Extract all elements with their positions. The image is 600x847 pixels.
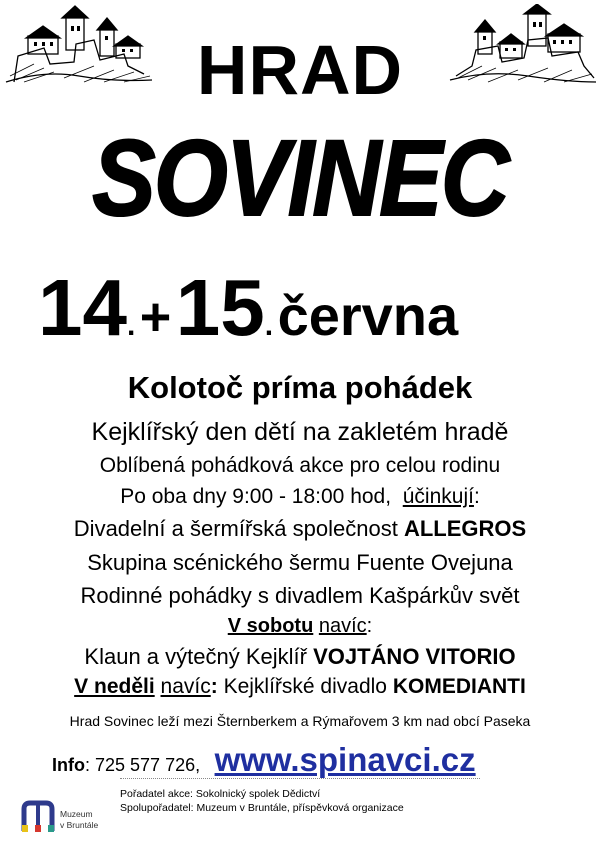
date-dot1: . bbox=[126, 309, 136, 342]
info-phone: : 725 577 726, bbox=[85, 755, 201, 775]
allegros-name: ALLEGROS bbox=[403, 516, 527, 541]
saturday-label: V sobotu bbox=[227, 615, 314, 637]
info-line bbox=[52, 740, 476, 787]
sunday-colon: : bbox=[210, 675, 218, 698]
date-dot2: . bbox=[264, 309, 274, 342]
allegros-text: Divadelní a šermířská společnost bbox=[73, 516, 398, 541]
line-family: Oblíbená pohádková akce pro celou rodinu bbox=[99, 454, 501, 477]
saturday-extra: navíc bbox=[318, 615, 367, 637]
info-label: Info bbox=[52, 755, 85, 775]
divider bbox=[120, 778, 480, 779]
saturday-colon: : bbox=[366, 615, 373, 637]
website-link[interactable]: www.spinavci.cz bbox=[214, 741, 476, 778]
hours-text: Po oba dny 9:00 - 18:00 hod, bbox=[120, 485, 392, 508]
date-plus: + bbox=[139, 287, 172, 347]
date-month: června bbox=[277, 284, 459, 347]
line-kasparek: Rodinné pohádky s divadlem Kašpárkův svět bbox=[80, 583, 520, 608]
hours-colon: : bbox=[473, 485, 480, 508]
date-day1: 14 bbox=[38, 263, 127, 352]
clown-name: VOJTÁNO VITORIO bbox=[313, 644, 516, 669]
line-allegros bbox=[0, 514, 600, 544]
sunday-extra: navíc bbox=[160, 675, 211, 698]
sunday-name: KOMEDIANTI bbox=[392, 675, 526, 698]
date-day2: 15 bbox=[175, 263, 265, 352]
line-hours bbox=[0, 483, 600, 511]
line-location: Hrad Sovinec leží mezi Šternberkem a Rýmařovem 3 km nad obcí Paseka bbox=[69, 713, 531, 729]
sunday-text: Kejklířské divadlo bbox=[223, 675, 387, 698]
logo-text-line2: v Bruntále bbox=[60, 820, 99, 830]
clown-text: Klaun a výtečný Kejklíř bbox=[84, 644, 307, 669]
line-clown bbox=[0, 641, 600, 673]
title-hrad: HRAD bbox=[196, 31, 404, 109]
logo-text-line1: Muzeum bbox=[60, 809, 93, 819]
event-date bbox=[38, 263, 459, 371]
line-sunday bbox=[0, 672, 600, 702]
line-tagline: Kejklířský den dětí na zakletém hradě bbox=[91, 418, 509, 446]
organizer: Pořadatel akce: Sokolnický spolek Dědictví bbox=[120, 788, 321, 800]
sunday-label: V neděli bbox=[74, 675, 155, 698]
coorganizer: Spolupořadatel: Muzeum v Bruntále, příspěvková organizace bbox=[120, 802, 404, 814]
performers-label: účinkují bbox=[402, 485, 474, 508]
title-sovinec: SOVINEC bbox=[92, 117, 508, 238]
museum-logo bbox=[20, 797, 120, 837]
line-saturday bbox=[0, 613, 600, 639]
line-fuente: Skupina scénického šermu Fuente Ovejuna bbox=[87, 550, 513, 575]
subtitle: Kolotoč príma pohádek bbox=[127, 370, 473, 405]
museum-m-logo-icon bbox=[20, 799, 56, 835]
